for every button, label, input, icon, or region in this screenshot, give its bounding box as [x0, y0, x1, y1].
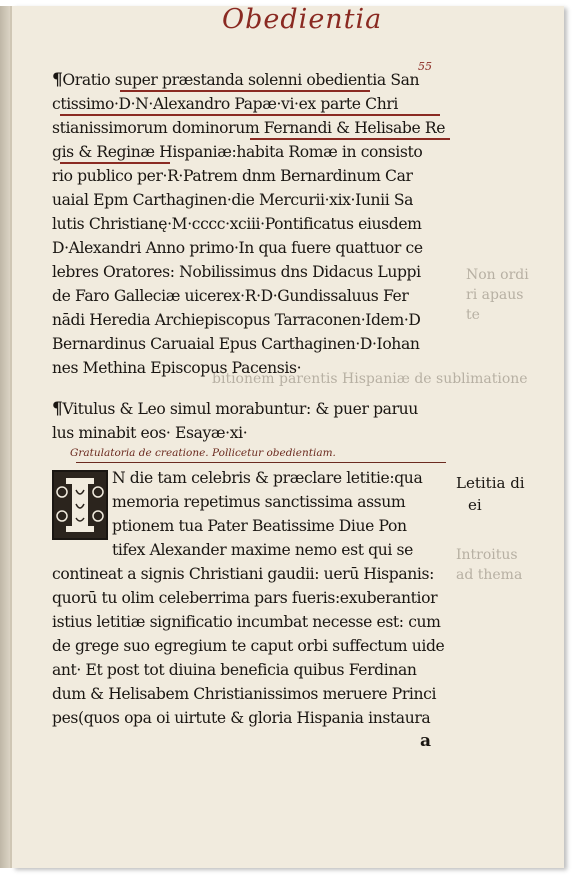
folio-number: 55	[418, 60, 432, 73]
text-line: uaial Epm Carthaginen·die Mercurii·xix·Iunii Sa	[52, 191, 414, 209]
paragraph-mark-icon: ¶	[52, 70, 63, 90]
text-line: de Faro Galleciæ uicerex·R·D·Gundissaluus Fer	[52, 287, 409, 305]
manuscript-title: Obedientia	[222, 4, 383, 35]
text-line: N die tam celebris & præclare letitie:qua	[112, 469, 423, 487]
text-line: pes(quos opa oi uirtute & gloria Hispania instaura	[52, 709, 431, 727]
rubric-underline	[60, 114, 440, 116]
text-line: lebres Oratores: Nobilissimus dns Didacus Luppi	[52, 263, 421, 281]
text-line: memoria repetimus sanctissima assum	[112, 493, 406, 511]
show-through-text: bitionem parentis Hispaniæ de sublimatione	[212, 371, 528, 387]
margin-note	[456, 472, 525, 516]
rubric-underline	[60, 162, 170, 164]
show-through-margin-top: Non ordi ri apaus te	[466, 267, 529, 323]
text-line: ptionem tua Pater Beatissime Diue Pon	[112, 517, 407, 535]
signature-mark: a	[420, 731, 432, 751]
text-line: ant· Et post tot diuina beneficia quibus Ferdinan	[52, 661, 417, 679]
text-line: Bernardinus Caruaial Epus Carthaginen·D·Iohan	[52, 335, 420, 353]
epigraph-paragraph	[52, 397, 452, 445]
text-line: Oratio super præstanda solenni obedientia San	[62, 71, 420, 89]
text-line: contineat a signis Christiani gaudii: uerū Hispanis:	[52, 565, 434, 583]
text-line: ctissimo·D·N·Alexandro Papæ·vi·ex parte Chri	[52, 95, 398, 113]
text-line: lutis Christianę·M·cccc·xciii·Pontificatus eiusdem	[52, 215, 422, 233]
text-line: D·Alexandri Anno primo·In qua fuere quattuor ce	[52, 239, 423, 257]
text-line: stianissimorum dominorum Fernandi & Helisabe Re	[52, 119, 446, 137]
oration-paragraph	[52, 466, 452, 730]
text-line: Vitulus & Leo simul morabuntur: & puer paruu	[62, 400, 418, 418]
text-line: nādi Heredia Archiepiscopus Tarraconen·Idem·D	[52, 311, 421, 329]
text-line: quorū tu olim celeberrima pars fueris:exuberantior	[52, 589, 438, 607]
handwritten-annotation: Gratulatoria de creatione. Pollicetur obedientiam.	[70, 447, 336, 459]
text-line: de grege suo egregium te caput orbi suffectum uide	[52, 637, 445, 655]
text-line: istius letitiæ significatio incumbat necesse est: cum	[52, 613, 441, 631]
text-line: nes Methina Episcopus Pacensis·	[52, 359, 302, 377]
paragraph-mark-icon: ¶	[52, 399, 63, 419]
text-line: lus minabit eos· Esayæ·xi·	[52, 424, 248, 442]
margin-note-line: ei	[468, 496, 482, 514]
text-line: rio publico per·R·Patrem dnm Bernardinum Car	[52, 167, 413, 185]
rubric-underline	[250, 138, 450, 140]
text-line: tifex Alexander maxime nemo est qui se	[112, 541, 413, 559]
text-line: gis & Reginæ Hispaniæ:habita Romæ in consisto	[52, 143, 423, 161]
rubric-underline	[120, 90, 370, 92]
show-through-margin-bottom: Introitus ad thema	[456, 547, 523, 583]
text-line: dum & Helisabem Christianissimos meruere Princi	[52, 685, 437, 703]
margin-note-line: Letitia di	[456, 474, 525, 492]
annotation-underline	[76, 462, 446, 463]
